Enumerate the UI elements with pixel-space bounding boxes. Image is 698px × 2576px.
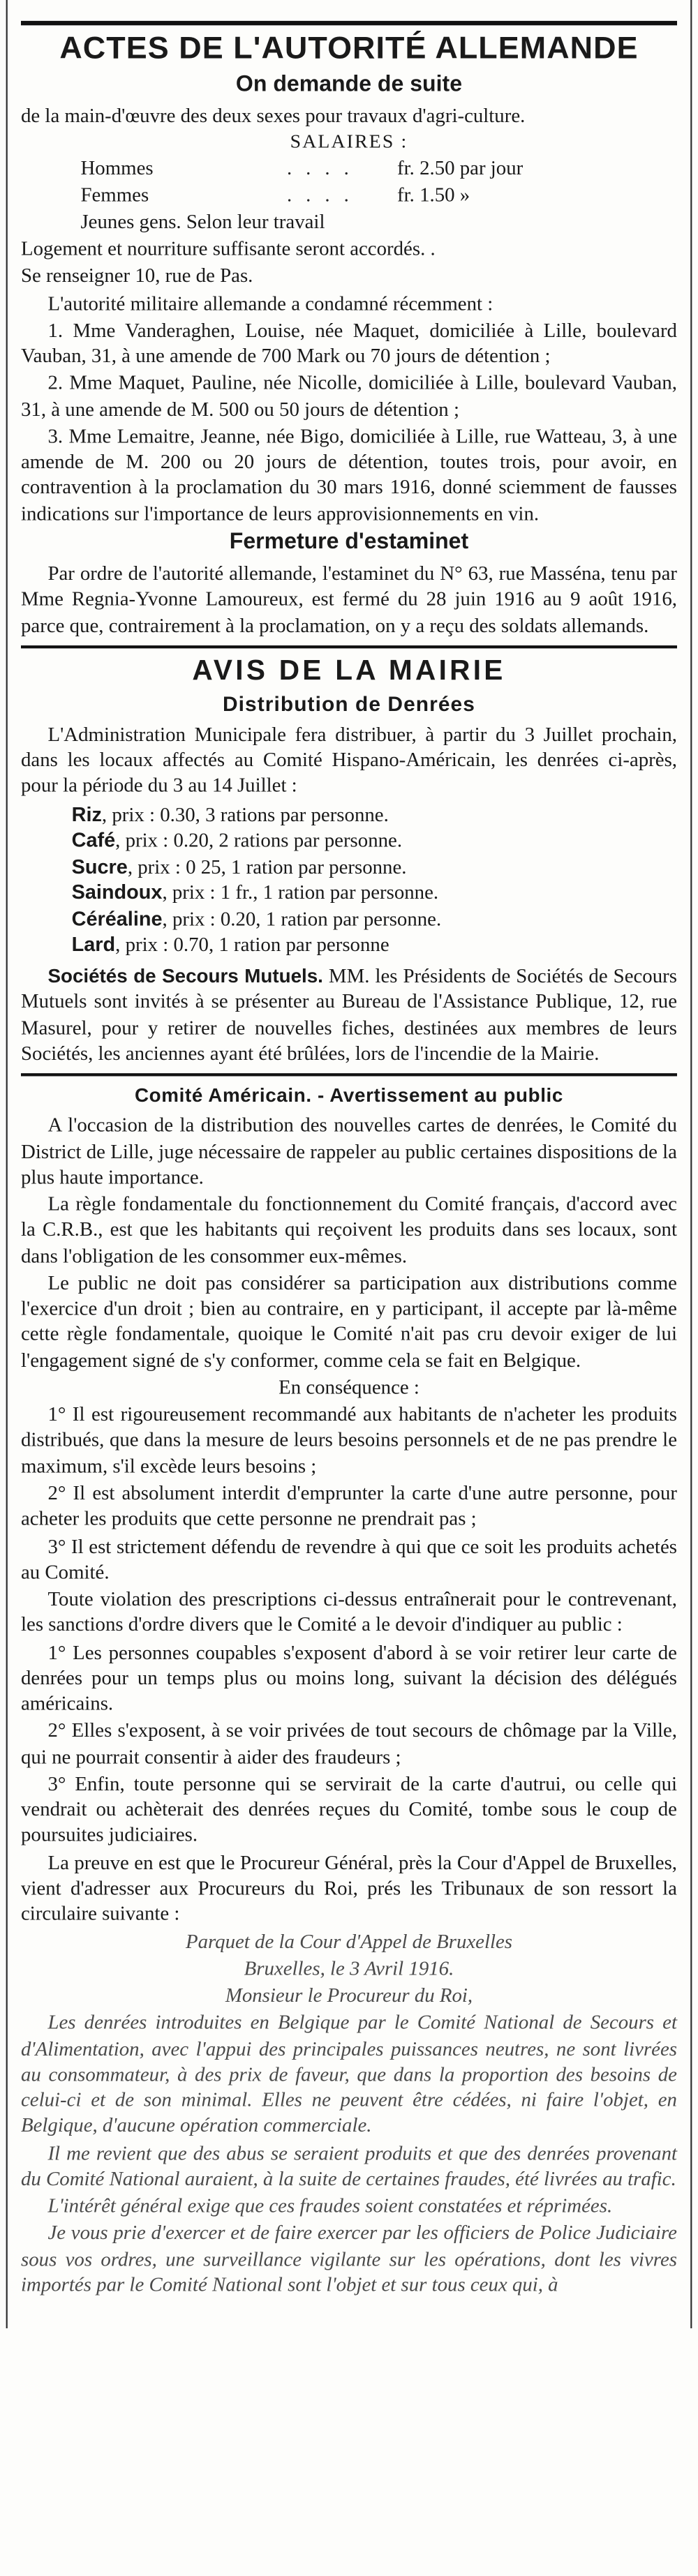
circular-origin: Parquet de la Cour d'Appel de Bruxelles — [185, 1929, 513, 1952]
condemnations-intro: L'autorité militaire allemande a condamné récemment : — [47, 291, 493, 314]
goods-detail: , prix : 0.20, 2 rations par personne. — [115, 829, 403, 852]
goods-name: Café — [71, 829, 116, 852]
column-rule-left — [6, 0, 8, 2328]
goods-name: Céréaline — [71, 907, 163, 930]
condemnation-item-3: 3. Mme Lemaitre, Jeanne, née Bigo, domiciliée à Lille, rue Watteau, 3, à une amende de M. 200 ou 20 jours de détention, toutes trois, pour avoir, en contravention à la proclamation du 30 mars 1916, donné sciemment de fausses indications sur l'importance de leurs approvisionnements en vin. — [20, 424, 677, 525]
labour-heading: On demande de suite — [235, 71, 463, 98]
consequence-label: En conséquence : — [279, 1375, 419, 1398]
labour-note-lodging: Logement et nourriture suffisante seront accordés. . — [20, 237, 436, 260]
table-row — [21, 182, 677, 208]
condemnation-item-2: 2. Mme Maquet, Pauline, née Nicolle, domiciliée à Lille, boulevard Vauban, 31, à une amende de M. 500 ou 50 jours de détention ; — [20, 371, 677, 420]
table-row — [21, 156, 677, 181]
column-rule-right — [690, 0, 692, 2328]
list-item — [21, 906, 677, 931]
goods-name: Sucre — [71, 855, 128, 878]
committee-paragraph-1: A l'occasion de la distribution des nouvelles cartes de denrées, le Comité du District de Lille, juge nécessaire de rappeler au public certaines dispositions de la plus haute importance. — [20, 1114, 677, 1188]
salary-label: Femmes — [80, 183, 149, 206]
salary-label: Hommes — [80, 157, 154, 180]
labour-intro: de la main-d'œuvre des deux sexes pour travaux d'agri-culture. — [20, 104, 526, 127]
mairie-intro: L'Administration Municipale fera distribuer, à partir du 3 Juillet prochain, dans les locaux affectés au Comité Hispano-Américain, les denrées ci-après, pour la période du 3 au 14 Juillet : — [20, 722, 677, 797]
committee-paragraph-3: Le public ne doit pas considérer sa participation aux distributions comme l'exercice d'un droit ; bien au contraire, en y participant, il accepte par là-même cette règle fondamentale, quoique le Comité n'ait pas cru devoir exiger de lui l'engagement signé de s'y conformer, comme cela se fait en Belgique. — [20, 1271, 677, 1371]
circular-salutation: Monsieur le Procureur du Roi, — [225, 1984, 473, 2007]
goods-detail: , prix : 0 25, 1 ration par personne. — [127, 855, 407, 878]
salary-dots: . . . . — [286, 183, 354, 206]
salary-table — [21, 156, 677, 234]
goods-name: Riz — [71, 802, 102, 825]
labour-note-contact: Se renseigner 10, rue de Pas. — [20, 264, 253, 287]
page-title: ACTES DE L'AUTORITÉ ALLEMANDE — [59, 31, 639, 66]
goods-name: Lard — [71, 933, 116, 957]
salaries-label: SALAIRES : — [290, 130, 408, 153]
goods-name: Saindoux — [71, 881, 163, 904]
committee-rule-1: 1° Il est rigoureusement recommandé aux habitants de n'acheter les produits distribués, que dans la mesure de leurs besoins personnels et de ne pas prendre le maximum, s'il excède leurs besoins ; — [20, 1402, 677, 1477]
goods-detail: , prix : 0.70, 1 ration par personne — [115, 933, 389, 957]
committee-heading: Comité Américain. - Avertissement au public — [134, 1084, 564, 1107]
goods-detail: , prix : 0.20, 1 ration par personne. — [162, 907, 442, 930]
sanction-2: 2° Elles s'exposent, à se voir privées de tout secours de chômage par la Ville, qui ne pourrait consentir à aider des fraudeurs ; — [20, 1719, 677, 1767]
sanction-3: 3° Enfin, toute personne qui se servirait de la carte d'autrui, ou celle qui vendrait ou achèterait des denrées reçues du Comité, tombe sous le coup de poursuites judiciaires. — [20, 1772, 677, 1846]
goods-detail: , prix : 1 fr., 1 ration par personne. — [162, 881, 439, 904]
list-item — [21, 932, 677, 958]
committee-closing: La preuve en est que le Procureur Général, près la Cour d'Appel de Bruxelles, vient d'adresser aux Procureurs du Roi, prés les Tribunaux de son ressort la circulaire suivante : — [20, 1850, 677, 1925]
mutuals-paragraph — [21, 963, 677, 1066]
salary-value: fr. 2.50 par jour — [397, 157, 524, 180]
circular-place-date: Bruxelles, le 3 Avril 1916. — [244, 1956, 454, 1979]
list-item — [21, 801, 677, 827]
committee-paragraph-2: La règle fondamentale du fonctionnement du Comité français, d'accord avec la C.R.B., est que les habitants qui reçoivent les produits dans ses locaux, sont dans l'obligation de les consommer eux-mêmes. — [20, 1192, 677, 1267]
goods-detail: , prix : 0.30, 3 rations par personne. — [101, 802, 389, 825]
estaminet-body: Par ordre de l'autorité allemande, l'estaminet du N° 63, rue Masséna, tenu par Mme Regnia-Yvonne Lamoureux, est fermé du 28 juin 1916 au 9 août 1916, parce que, contrairement à la proclamation, on y a reçu des soldats allemands. — [20, 562, 677, 636]
divider-committee-top — [21, 1074, 677, 1077]
salary-dots: . . . . — [286, 157, 354, 180]
violation-intro: Toute violation des prescriptions ci-dessus entraînerait pour le contrevenant, les sanctions d'ordre divers que le Comité a le devoir d'indiquer au public : — [20, 1587, 677, 1636]
sanction-1: 1° Les personnes coupables s'exposent d'abord à se voir retirer leur carte de denrées pour un temps plus ou moins long, suivant la décision des délégués américains. — [20, 1640, 677, 1715]
list-item — [21, 880, 677, 906]
mairie-title: AVIS DE LA MAIRIE — [192, 655, 506, 687]
committee-rule-3: 3° Il est strictement défendu de revendre à qui que ce soit les produits achetés au Comité. — [20, 1534, 677, 1583]
mutuals-body: MM. les Présidents de Sociétés de Secours Mutuels sont invités à se présenter au Bureau de l'Assistance Publique, 12, rue Masurel, pour y retirer de nouvelles fiches, destinées aux membres de leurs Sociétés, les anciennes ayant été brûlées, lors de l'incendie de la Mairie. — [20, 964, 677, 1065]
list-item — [21, 853, 677, 879]
circular-paragraph-2: Il me revient que des abus se seraient produits et que des denrées provenant du Comité National auraient, à la suite de certaines fraudes, été livrées au trafic. — [20, 2141, 677, 2190]
salary-value: fr. 1.50 » — [397, 183, 470, 206]
circular-paragraph-4: Je vous prie d'exercer et de faire exercer par les officiers de Police Judiciaire sous vos ordres, une surveillance vigilante sur les opérations, dont les vivres importés par le Comité National sont l'objet et sur tous ceux qui, à — [20, 2222, 677, 2296]
list-item — [21, 828, 677, 853]
goods-list — [21, 801, 677, 958]
circular-paragraph-1: Les denrées introduites en Belgique par le Comité National de Secours et d'Alimentation, avec l'appui des principales puissances neutres, ne sont livrées au consommateur, à des prix de faveur, que dans la proportion des besoins de celui-ci et de son minimal. Elles ne peuvent être cédées, ni faire l'objet, en Belgique, d'aucune opération commerciale. — [20, 2011, 677, 2137]
committee-rule-2: 2° Il est absolument interdit d'emprunter la carte d'une autre personne, pour acheter les produits que cette personne ne prendrait pas ; — [20, 1481, 677, 1530]
newspaper-column — [21, 0, 677, 2328]
circular-paragraph-3: L'intérêt général exige que ces fraudes soient constatées et réprimées. — [47, 2194, 613, 2217]
condemnation-item-1: 1. Mme Vanderaghen, Louise, née Maquet, domiciliée à Lille, boulevard Vauban, 31, à une amende de 700 Mark ou 70 jours de détention ; — [20, 318, 677, 367]
mairie-subtitle: Distribution de Denrées — [223, 691, 475, 715]
divider-mairie-top — [21, 645, 677, 648]
salary-label: Jeunes gens. Selon leur travail — [80, 209, 325, 232]
table-row — [21, 208, 677, 234]
mutuals-lead: Sociétés de Secours Mutuels. — [47, 964, 323, 987]
divider-top — [21, 21, 677, 25]
estaminet-heading: Fermeture d'estaminet — [229, 529, 469, 555]
